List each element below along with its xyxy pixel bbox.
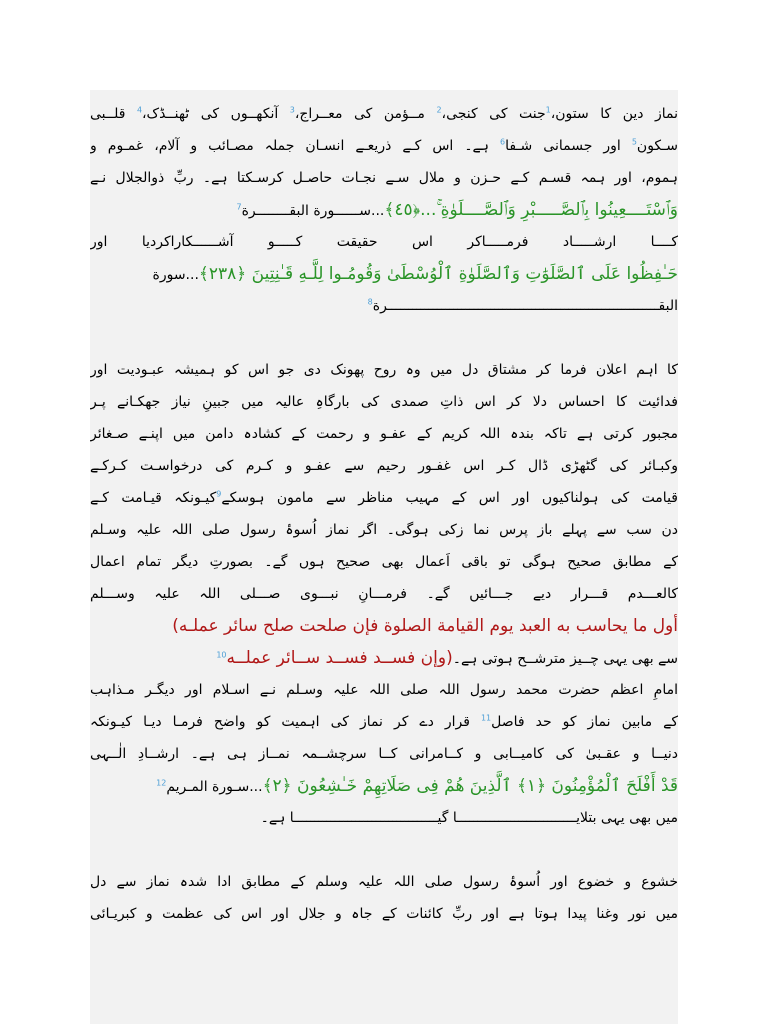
body-text: دنیــا و عقـبیٰ کی کامیــابی و کــامرانی کــا سرچشــمہ نمــاز ہی ہے۔ ارشــادِ الٰــہی [90, 746, 678, 762]
body-text: ...ســــــورة البقــــــــرة [241, 203, 385, 219]
footnote-marker: 12 [156, 778, 167, 788]
body-text: قرار دے کر نماز کی اہمیت کو واضح فرمـا دیـا کیـونکہ [90, 714, 481, 730]
text-line [90, 706, 678, 738]
body-text: ...سـورة المـريم [166, 779, 263, 795]
body-text: امامِ اعظم حضرت محمد رسول اللہ صلی اللہ علیہ وسـلم نـے اسـلام اور دیگـر مـذاہب [90, 682, 678, 698]
text-line [90, 738, 678, 770]
text-line [90, 674, 678, 706]
body-text: کالعـــدم قـــرار دیے جـــائیں گے۔ فرمـــانِ نبـــوی صـــلی اللہ علیہ وســـلم [90, 586, 678, 602]
footnote-marker: 5 [631, 137, 637, 147]
text-line [90, 610, 678, 642]
hadith-text: أول ما يحاسب به العبد يوم القيامة الصلوة فإن صلحت صلح سائر عملـه) [172, 616, 678, 636]
quran-verse: حَـٰفِظُوا عَلَى ٱلصَّلَوَٰتِ وَٱلصَّلَوٰةِ ٱلْوُسْطَىٰ وَقُومُـوا لِلَّـهِ قَـٰنِتِينَ ﴿٢٣٨﴾ [198, 264, 678, 284]
body-text: میں نور وغنا پیدا ہوتا ہے اور ربِّ کائنات کے جاہ و جلال اور اس کی عظمت و کبریـائی [90, 906, 678, 922]
body-text: جنت کی کنجی، [441, 106, 546, 122]
quran-verse: قَدْ أَفْلَحَ ٱلْمُؤْمِنُونَ ﴿١﴾ ٱلَّذِينَ هُمْ فِى صَلَاتِهِمْ خَـٰشِعُونَ ﴿٢﴾ [262, 776, 678, 796]
text-line [90, 418, 678, 450]
footnote-marker: 1 [545, 105, 551, 115]
body-text: قیامت کی ہولناکیوں اور اس کے مہیب مناظر سے مامون ہوسکے [221, 490, 678, 506]
text-line [90, 98, 678, 130]
footnote-marker: 8 [367, 297, 373, 307]
body-text: قلــبی [90, 106, 137, 122]
text-line [90, 258, 678, 290]
text-line [90, 514, 678, 546]
body-text: میں بھی یہی بتلایـــــــــــــــــــــــــــــا گیـــــــــــــــــــــــــــــــــــا ہے۔ [260, 810, 678, 826]
body-text: کا اہم اعلان فرما کر مشتاق دل میں وہ روح پھونک دی جو اس کو ہمیشہ عبـودیت اور [90, 362, 678, 378]
footnote-marker: 11 [480, 713, 492, 723]
body-text: سـکون [636, 138, 678, 154]
body-text: البقــــــــــــــــــــــــــــــــــــــــــــــــــــــــــــــــــرة [372, 298, 678, 314]
body-text: ہموم، اور ہمہ قسـم کـے حـزن و ملال سـے نجـات حاصـل کرسـکتا ہے۔ ربِّ ذوالجلال نـے [90, 170, 678, 186]
body-text: اور جسمانی شـفا [505, 138, 632, 154]
text-line [90, 194, 678, 226]
text-line [90, 770, 678, 802]
text-line [90, 290, 678, 322]
footnote-marker: 6 [499, 137, 506, 147]
document-page [90, 90, 678, 1024]
body-text: مجبور کرتی ہے تاکہ بندہ اللہ کریم کے عفـو و رحمت کے کشادہ دامن میں اپنـے صـغائر [90, 426, 678, 442]
text-line [90, 162, 678, 194]
text-line [90, 450, 678, 482]
body-text: وکبـائر کی گٹھڑی ڈال کـر اس غفـور رحیم سے عفـو و کـرم کی درخواسـت کـرکـے [90, 458, 678, 474]
footnote-marker: 9 [216, 489, 222, 499]
body-text: کیـونکہ قیـامت کـے [90, 490, 217, 506]
text-line [90, 866, 678, 898]
text-line [90, 226, 678, 258]
text-line [90, 546, 678, 578]
body-text: نماز دین کا ستون، [550, 106, 678, 122]
body-text: خشوع و خضوع اور اُسوۂ رسول صلی اللہ علیہ وسلم کے مطابق ادا شدہ نماز سے دل [90, 874, 678, 890]
body-text: آنکھــوں کی ٹھنــڈک، [142, 106, 290, 122]
quran-verse: وَٱسْتَــــعِينُوا بِٱلصَّـــــبْرِ وَٱلصَّــــلَوٰةِ ۚ...﴿٤٥﴾ [384, 200, 678, 220]
body-text: کے مابین نماز کو حد فاصل [491, 714, 678, 730]
body-text: ہے۔ اس کـے ذریعـے انسـان جملہ مصـائب و آلام، غمـوم و [90, 138, 500, 154]
text-line [90, 802, 678, 834]
text-line [90, 386, 678, 418]
body-text: کــــا ارشـــــاد فرمـــــاکر اس حقیقت کـــــو آشــــــکاراکردیا اور [90, 234, 678, 250]
text-line [90, 130, 678, 162]
footnote-marker: 2 [436, 105, 442, 115]
body-text: سے بھی یہی چــیز مترشــح ہوتی ہے۔ [452, 651, 678, 667]
footnote-marker: 10 [216, 650, 227, 660]
body-text: فدائیت کا احساس دلا کر اس ذاتِ صمدی کی بارگاہِ عالیہ میں جبینِ نیاز جھکـانے پـر [90, 394, 678, 410]
text-line [90, 482, 678, 514]
text-line [90, 898, 678, 930]
body-text: مــؤمن کی معــراج، [294, 106, 437, 122]
body-text: دن سب سے پہلے باز پرس نما زکی ہوگی۔ اگر نماز اُسوۂ رسول صلی اللہ علیہ وسـلم [90, 522, 678, 538]
footnote-marker: 4 [136, 105, 143, 115]
footnote-marker: 7 [236, 202, 242, 212]
body-text: ...سورة [152, 267, 199, 283]
text-line [90, 354, 678, 386]
body-text: کے مطابق صحیح ہوگی تو باقی اَعمال بھی صحیح ہوں گے۔ بصورتِ دیگر تمام اعمال [90, 554, 678, 570]
text-line [90, 642, 678, 674]
hadith-text: (وإن فســد فســد ســائر عملــه [226, 648, 453, 668]
text-line [90, 578, 678, 610]
footnote-marker: 3 [289, 105, 295, 115]
